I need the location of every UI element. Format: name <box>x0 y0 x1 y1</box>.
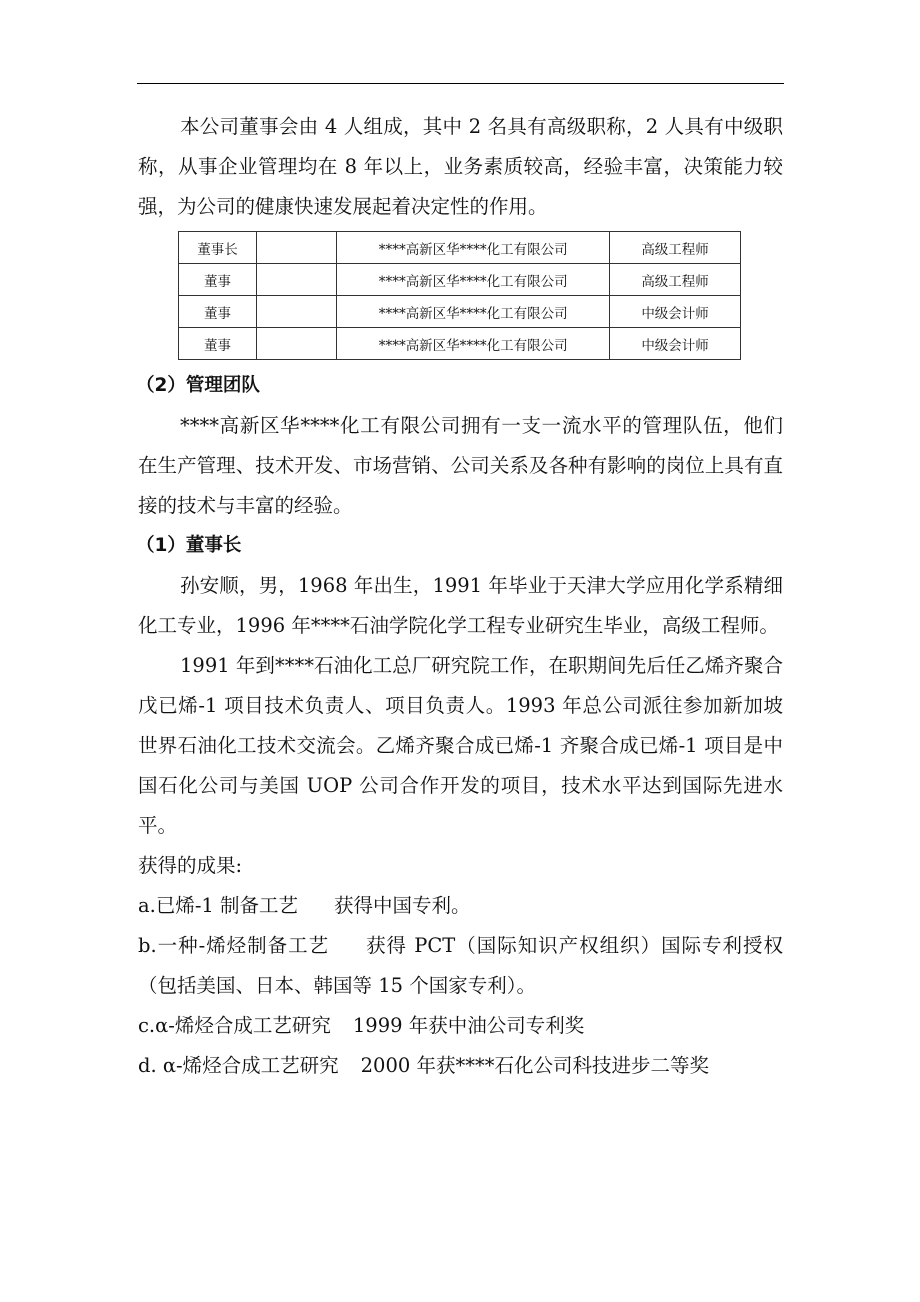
cell-title: 董事长 <box>179 232 257 264</box>
cell-company: ****高新区华****化工有限公司 <box>337 264 610 296</box>
achievement-title: d. α-烯烃合成工艺研究 <box>138 1054 339 1077</box>
chairman-career-paragraph: 1991 年到****石油化工总厂研究院工作，在职期间先后任乙烯齐聚合戊已烯-1 项目技术负责人、项目负责人。1993 年总公司派往参加新加坡世界石油化工技术交流会。乙烯齐聚合成已烯-1 齐聚合成已烯-1 项目是中国石化公司与美国 UOP 公司合作开发的项目，技术水平达到国际先进水平。 <box>138 654 783 837</box>
cell-rank: 高级工程师 <box>610 264 741 296</box>
cell-rank: 中级会计师 <box>610 296 741 328</box>
board-table <box>178 231 741 360</box>
achievement-item <box>138 1046 783 1086</box>
section-heading-chairman: （1）董事长 <box>136 535 242 556</box>
achievement-title: a.已烯-1 制备工艺 <box>138 894 299 917</box>
achievement-result: 2000 年获****石化公司科技进步二等奖 <box>360 1054 709 1077</box>
chairman-bio-paragraph: 孙安顺，男，1968 年出生，1991 年毕业于天津大学应用化学系精细化工专业，1996 年****石油学院化学工程专业研究生毕业，高级工程师。 <box>138 574 783 637</box>
cell-company: ****高新区华****化工有限公司 <box>337 328 610 360</box>
table-row <box>179 232 741 264</box>
cell-rank: 中级会计师 <box>610 328 741 360</box>
intro-paragraph: 本公司董事会由 4 人组成，其中 2 名具有高级职称，2 人具有中级职称，从事企业管理均在 8 年以上，业务素质较高，经验丰富，决策能力较强，为公司的健康快速发展起着决定性的作用。 <box>138 115 783 218</box>
team-paragraph: ****高新区华****化工有限公司拥有一支一流水平的管理队伍，他们在生产管理、技术开发、市场营销、公司关系及各种有影响的岗位上具有直接的技术与丰富的经验。 <box>138 414 783 517</box>
achievement-result: 获得中国专利。 <box>334 894 471 917</box>
achievement-result: 1999 年获中油公司专利奖 <box>352 1014 585 1037</box>
cell-name <box>257 264 337 296</box>
cell-name <box>257 296 337 328</box>
achievement-result: 获得 PCT（国际知识产权组织）国际专利授权（包括美国、日本、韩国等 15 个国家专利）。 <box>138 934 783 997</box>
cell-company: ****高新区华****化工有限公司 <box>337 296 610 328</box>
document-body <box>138 107 783 1086</box>
cell-title: 董事 <box>179 264 257 296</box>
cell-name <box>257 328 337 360</box>
cell-title: 董事 <box>179 328 257 360</box>
section-heading-team: （2）管理团队 <box>136 375 260 396</box>
table-row <box>179 328 741 360</box>
cell-name <box>257 232 337 264</box>
achievement-title: c.α-烯烃合成工艺研究 <box>138 1014 331 1037</box>
table-row <box>179 264 741 296</box>
achievement-title: b.一种-烯烃制备工艺 <box>138 934 330 957</box>
cell-company: ****高新区华****化工有限公司 <box>337 232 610 264</box>
achievement-item <box>138 1006 783 1046</box>
header-rule <box>137 83 784 84</box>
achievement-item <box>138 886 783 926</box>
achievement-item <box>138 926 783 1006</box>
cell-title: 董事 <box>179 296 257 328</box>
achievements-label: 获得的成果: <box>138 854 243 877</box>
table-row <box>179 296 741 328</box>
cell-rank: 高级工程师 <box>610 232 741 264</box>
